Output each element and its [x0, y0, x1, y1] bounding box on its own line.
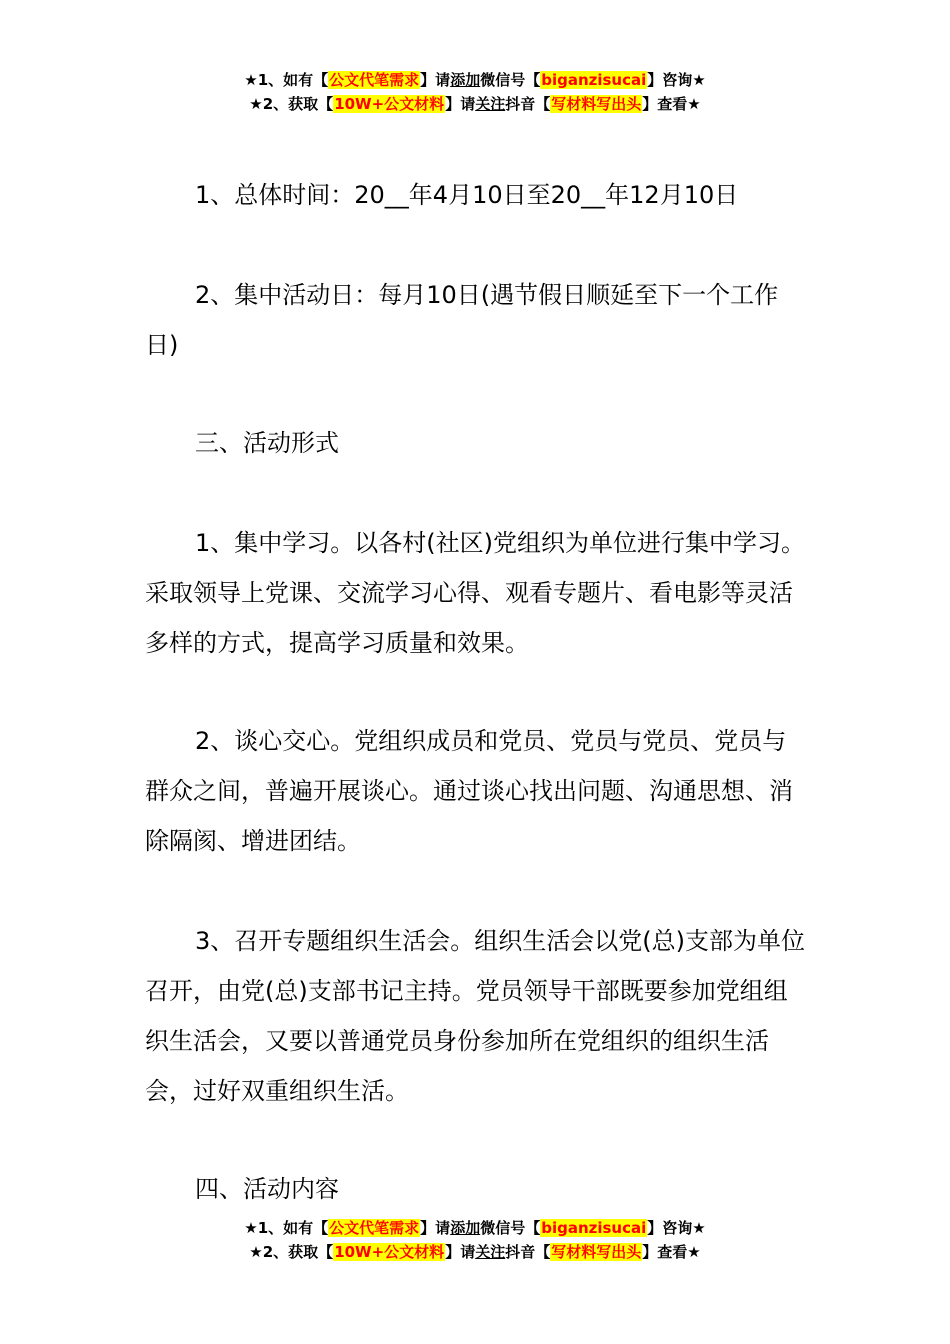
- banner-highlight: 写材料写出头: [551, 95, 642, 113]
- banner-highlight: 公文代笔需求: [329, 1219, 420, 1237]
- paragraph-activity-day: 2、集中活动日：每月10日(遇节假日顺延至下一个工作日): [145, 281, 779, 359]
- section-heading-activity-content: 四、活动内容: [195, 1175, 339, 1203]
- banner-emphasis: 关注: [475, 1243, 506, 1261]
- banner-text: ★2、获取【: [249, 95, 334, 113]
- banner-text: ★1、如有【: [244, 1219, 329, 1237]
- banner-emphasis: 关注: [475, 95, 506, 113]
- footer-banner: [0, 1216, 950, 1264]
- banner-text: 抖音【: [505, 95, 551, 113]
- banner-text: 】请: [445, 95, 476, 113]
- banner-text: 抖音【: [505, 1243, 551, 1261]
- header-banner: [0, 68, 950, 116]
- banner-highlight: 公文代笔需求: [329, 71, 420, 89]
- banner-text: 】查看★: [642, 95, 701, 113]
- banner-text: 】咨询★: [647, 71, 706, 89]
- paragraph-heart-talk: 2、谈心交心。党组织成员和党员、党员与党员、党员与群众之间，普遍开展谈心。通过谈心找出问题、沟通思想、消除隔阂、增进团结。: [145, 727, 793, 855]
- banner-line-2: [0, 1240, 950, 1264]
- paragraph-org-life-meeting: 3、召开专题组织生活会。组织生活会以党(总)支部为单位召开，由党(总)支部书记主持。党员领导干部既要参加党组组织生活会，又要以普通党员身份参加所在党组织的组织生活会，过好双重组织生活。: [145, 927, 805, 1105]
- banner-text: 】咨询★: [647, 1219, 706, 1237]
- banner-highlight: 写材料写出头: [551, 1243, 642, 1261]
- banner-emphasis: 添加: [450, 1219, 481, 1237]
- banner-text: 】请: [420, 71, 451, 89]
- banner-highlight: 10W+公文材料: [334, 95, 445, 113]
- banner-highlight: biganzisucai: [541, 1219, 647, 1237]
- banner-text: 微信号【: [480, 71, 541, 89]
- section-heading-activity-form: 三、活动形式: [195, 429, 339, 457]
- banner-highlight: biganzisucai: [541, 71, 647, 89]
- banner-line-1: [0, 68, 950, 92]
- banner-text: 】请: [445, 1243, 476, 1261]
- banner-highlight: 10W+公文材料: [334, 1243, 445, 1261]
- banner-text: 微信号【: [480, 1219, 541, 1237]
- banner-text: 】查看★: [642, 1243, 701, 1261]
- banner-emphasis: 添加: [450, 71, 481, 89]
- banner-line-2: [0, 92, 950, 116]
- banner-text: 】请: [420, 1219, 451, 1237]
- paragraph-total-time: 1、总体时间：20__年4月10日至20__年12月10日: [195, 181, 739, 209]
- paragraph-group-study: 1、集中学习。以各村(社区)党组织为单位进行集中学习。采取领导上党课、交流学习心得、观看专题片、看电影等灵活多样的方式，提高学习质量和效果。: [145, 529, 805, 657]
- banner-text: ★2、获取【: [249, 1243, 334, 1261]
- banner-text: ★1、如有【: [244, 71, 329, 89]
- banner-line-1: [0, 1216, 950, 1240]
